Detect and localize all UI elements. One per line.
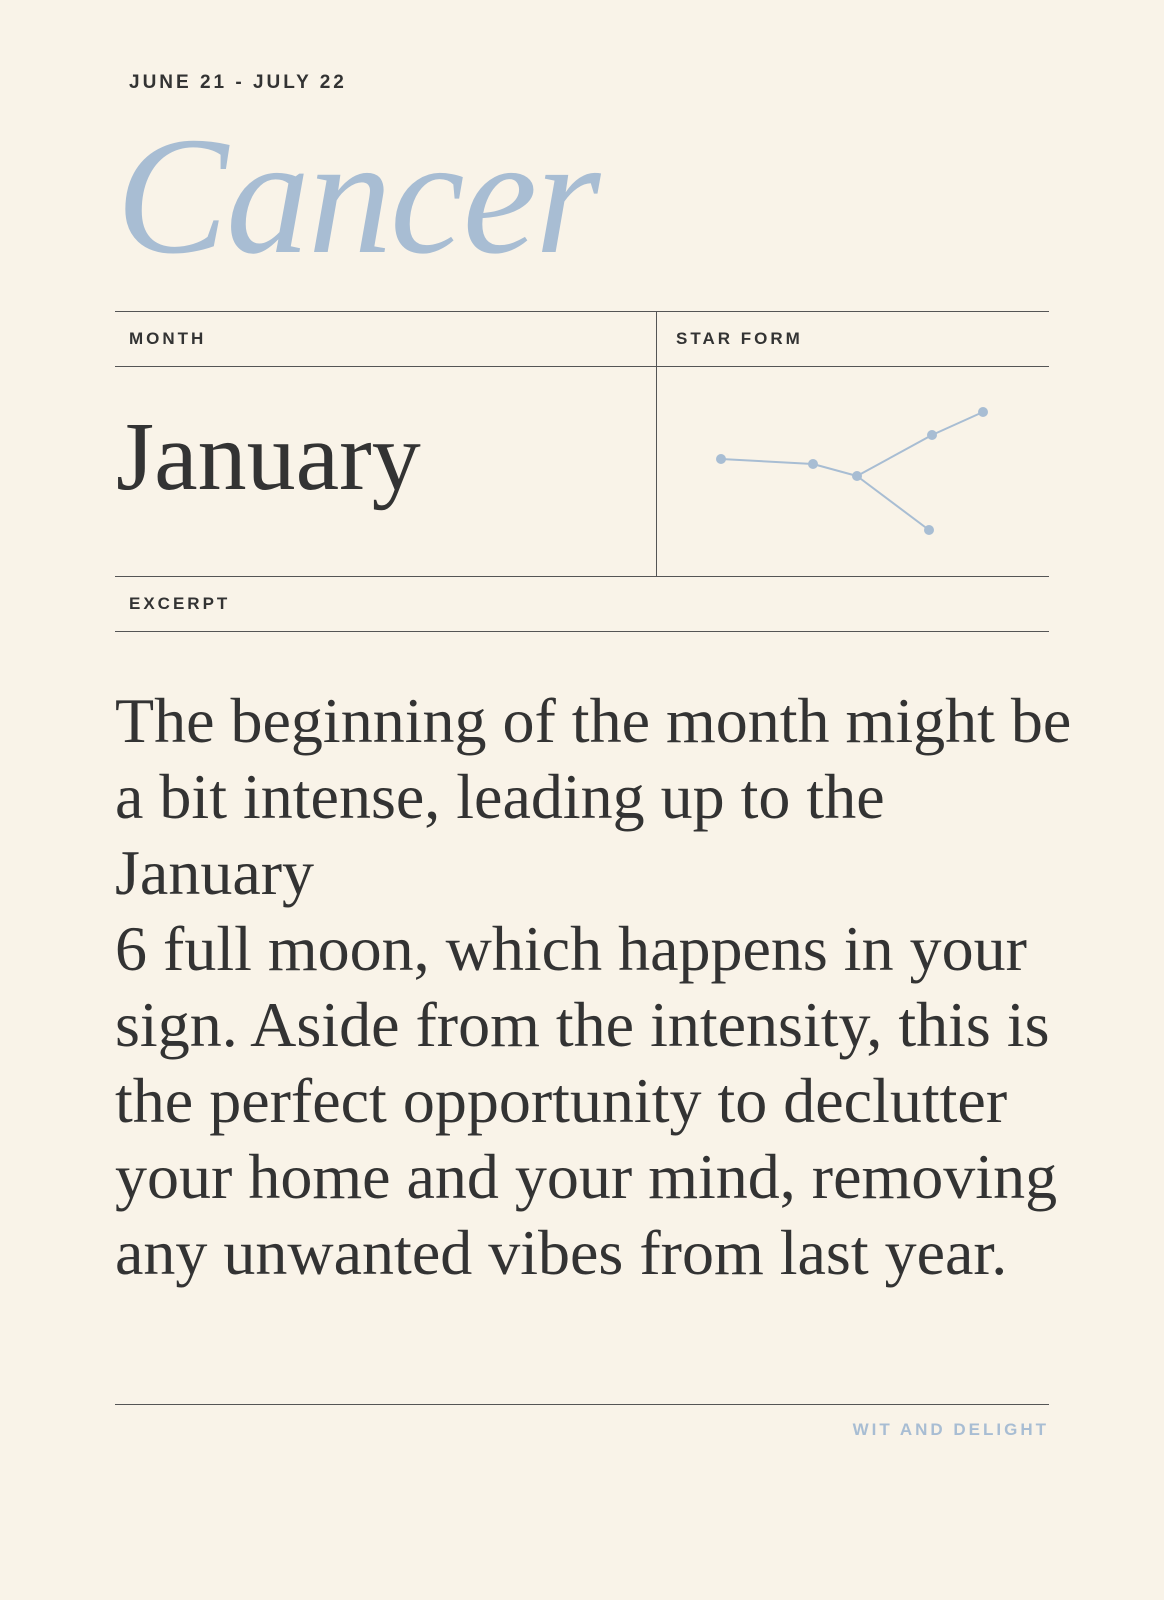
cancer-constellation-icon (700, 395, 1000, 545)
month-value: January (116, 403, 421, 511)
excerpt-label: EXCERPT (129, 594, 231, 613)
brand-footer: WIT AND DELIGHT (852, 1420, 1049, 1439)
date-range: JUNE 21 - JULY 22 (129, 72, 347, 93)
divider-excerpt (115, 631, 1049, 632)
column-divider (656, 311, 657, 576)
star-form-label: STAR FORM (676, 329, 803, 348)
month-label: MONTH (129, 329, 207, 348)
divider-top (115, 311, 1049, 312)
divider-footer (115, 1404, 1049, 1405)
divider-header (115, 366, 1049, 367)
sign-title: Cancer (116, 103, 599, 289)
divider-middle (115, 576, 1049, 577)
excerpt-text: The beginning of the month might be a bit intense, leading up to the January 6 full moon, which happens in your sign. Aside from the intensity, this is the perfect opportunity to declutter your home and your mind, removing any unwanted vibes from last year. (115, 685, 1072, 1288)
